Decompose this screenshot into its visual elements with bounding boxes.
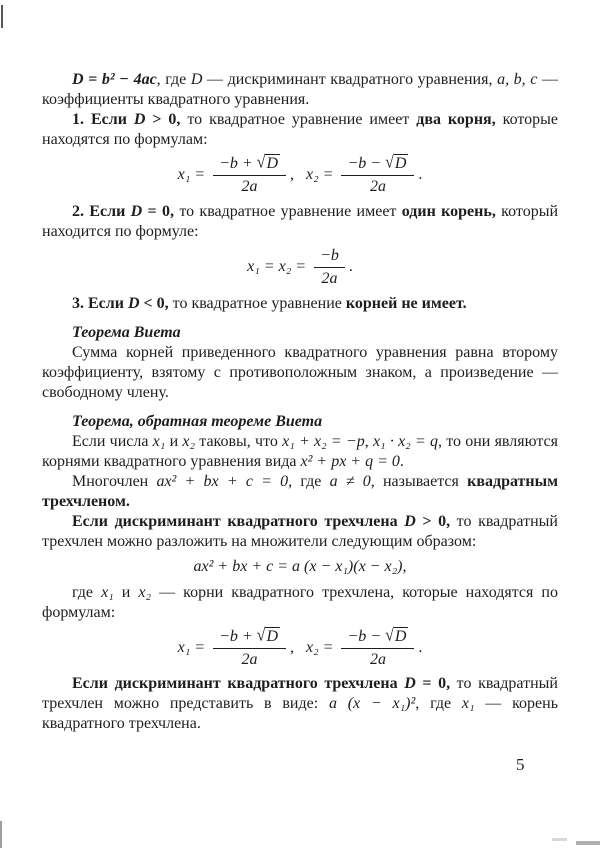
text-run: , [364, 432, 373, 450]
text-run: которые находятся по формулам: [42, 111, 559, 148]
text-run: и [113, 583, 139, 601]
text-run: x² + px + q = 0 [300, 452, 400, 470]
text-run: , где [288, 472, 330, 490]
math-comma: , [290, 638, 298, 656]
paragraph-trinomial-d-positive [42, 512, 558, 552]
paragraph-case-2 [42, 202, 558, 242]
text-run: x₁ · x₂ = q [372, 432, 438, 450]
fraction-numerator [213, 155, 286, 176]
text-run: — дискриминант квадратного уравнения, [202, 71, 498, 88]
text-run: ax² + bx + c = 0 [156, 472, 289, 490]
fraction [341, 155, 414, 196]
text-run: один корень, [401, 202, 496, 220]
scan-edge-artifact [576, 841, 600, 845]
paragraph-inverse-vieta-statement [42, 432, 558, 472]
text-run: где [72, 583, 102, 601]
text-run: квадратным трехчленом. [42, 472, 559, 510]
fraction [213, 625, 286, 669]
text-run: x₂ [182, 432, 196, 450]
heading-vieta-theorem: Теорема Виета [72, 323, 181, 341]
math-period: . [418, 638, 423, 656]
radicand: D [266, 627, 278, 645]
heading-inverse-vieta-theorem: Теорема, обратная теореме Виета [72, 412, 323, 430]
text-run: 2. Если [72, 202, 131, 220]
paragraph-quadratic-trinomial-definition [42, 472, 558, 512]
text-run: 1. Если [72, 111, 134, 128]
math-term: −b − [347, 155, 386, 172]
fraction [314, 247, 345, 288]
text-run: и [165, 432, 183, 450]
text-run: x₁ + x₂ = −p [282, 432, 365, 450]
text-run: то квадратный трехчлен можно представить в виде: [42, 675, 558, 713]
text-run: a (x − x₁)² [328, 695, 416, 713]
formula-one-root [42, 247, 558, 288]
scan-edge-artifact [1, 5, 3, 28]
text-run: Если дискриминант квадратного трехчлена [72, 512, 405, 530]
text-run: — корни квадратного трехчлена, которые находятся по формулам: [42, 583, 558, 621]
radical [385, 155, 408, 172]
radical-sign-icon: √ [256, 153, 266, 172]
fraction [341, 625, 414, 669]
scan-edge-artifact [552, 838, 567, 841]
math-expression: ax² + bx + c = a (x − x₁)(x − x₂), [193, 557, 407, 575]
formula-trinomial-roots [42, 625, 558, 669]
math-x2-lhs: x₂ = [306, 638, 338, 656]
text-run: Сумма корней приведенного квадратного уравнения равна второму коэффициенту, взятому с противоположным знаком, а произведение — свободному члену. [42, 343, 558, 401]
math-comma: , [290, 166, 298, 184]
text-run: то квадратное уравнение [168, 294, 346, 312]
text-run: Если дискриминант квадратного трехчлена [72, 675, 405, 693]
radical [257, 155, 280, 172]
math-period: . [348, 257, 353, 275]
text-run: то квадратное уравнение имеет [180, 111, 417, 128]
math-term: −b − [347, 627, 386, 645]
fraction [213, 155, 286, 196]
radical-sign-icon: √ [385, 625, 394, 645]
text-run: = 0, [142, 202, 174, 220]
text-run: D [130, 202, 143, 220]
text-run: > 0, [145, 111, 181, 128]
text-run: D [127, 294, 140, 312]
paragraph-discriminant-definition [42, 70, 558, 110]
text-run: < 0, [139, 294, 169, 312]
text-run: который находится по формуле: [42, 202, 559, 240]
page-number: 5 [516, 755, 525, 774]
radical [256, 625, 280, 645]
fraction-denominator: 2a [369, 177, 386, 195]
radical [385, 625, 408, 645]
text-run: то квадратный трехчлен можно разложить на множители следующим образом: [42, 512, 558, 550]
text-run: . [399, 452, 404, 470]
text-run: Если числа [72, 432, 153, 450]
radicand: D [394, 627, 407, 645]
text-run: x₁ [152, 432, 166, 450]
radicand: D [394, 155, 407, 172]
text-run: , где [156, 71, 191, 88]
text-run: — корень квадратного трехчлена. [42, 695, 559, 733]
formula-trinomial-factorization [42, 557, 558, 577]
text-run: , то они являются корнями квадратного уравнения вида [42, 432, 559, 470]
fraction-numerator [341, 155, 414, 176]
paragraph-vieta-statement [42, 343, 558, 403]
fraction-numerator [213, 625, 286, 649]
text-run: D [190, 71, 203, 88]
text-run: , называется [370, 472, 468, 490]
math-term: −b + [219, 627, 257, 645]
text-run: x₁ [461, 695, 475, 713]
math-x1-lhs: x₁ = [177, 166, 210, 184]
fraction-numerator: −b [314, 247, 345, 268]
radical-sign-icon: √ [256, 625, 266, 645]
fraction-denominator: 2a [241, 177, 258, 195]
text-run: > 0, [415, 512, 451, 530]
text-run: D [404, 512, 416, 530]
paragraph-case-3 [42, 294, 558, 314]
text-run: два корня, [416, 111, 496, 128]
fraction-numerator [341, 625, 414, 649]
radical-sign-icon: √ [385, 153, 394, 172]
paragraph-trinomial-roots-note [42, 583, 558, 623]
text-run: корней не имеет. [345, 294, 467, 312]
text-run: D = b² − 4ac [72, 71, 157, 88]
text-run: таковы, что [195, 432, 283, 450]
paragraph-case-1 [42, 110, 558, 150]
text-run: a, b, c [497, 71, 538, 88]
scan-edge-artifact [0, 821, 2, 848]
text-run: x₂ [138, 583, 152, 601]
math-term: −b + [219, 155, 257, 172]
text-run: = 0, [415, 675, 451, 693]
math-lhs: x₁ = x₂ = [247, 257, 311, 275]
paragraph-trinomial-d-zero [42, 674, 558, 734]
text-run: D [133, 111, 146, 128]
radicand: D [266, 155, 278, 172]
fraction-denominator: 2a [321, 269, 338, 287]
text-run: x₁ [101, 583, 114, 601]
text-run: D [404, 675, 416, 693]
text-run: a ≠ 0 [329, 472, 371, 490]
text-run: , где [415, 695, 462, 713]
text-run: — коэффициенты квадратного уравнения. [42, 71, 558, 108]
formula-two-roots [42, 155, 558, 196]
page-content [42, 70, 558, 734]
text-run: то квадратное уравнение имеет [173, 202, 402, 220]
math-x1-lhs: x₁ = [177, 638, 210, 656]
math-period: . [418, 166, 423, 184]
math-x2-lhs: x₂ = [306, 166, 338, 184]
text-run: 3. Если [72, 294, 128, 312]
fraction-denominator: 2a [369, 650, 386, 668]
fraction-denominator: 2a [241, 650, 258, 668]
text-run: Многочлен [72, 472, 157, 490]
